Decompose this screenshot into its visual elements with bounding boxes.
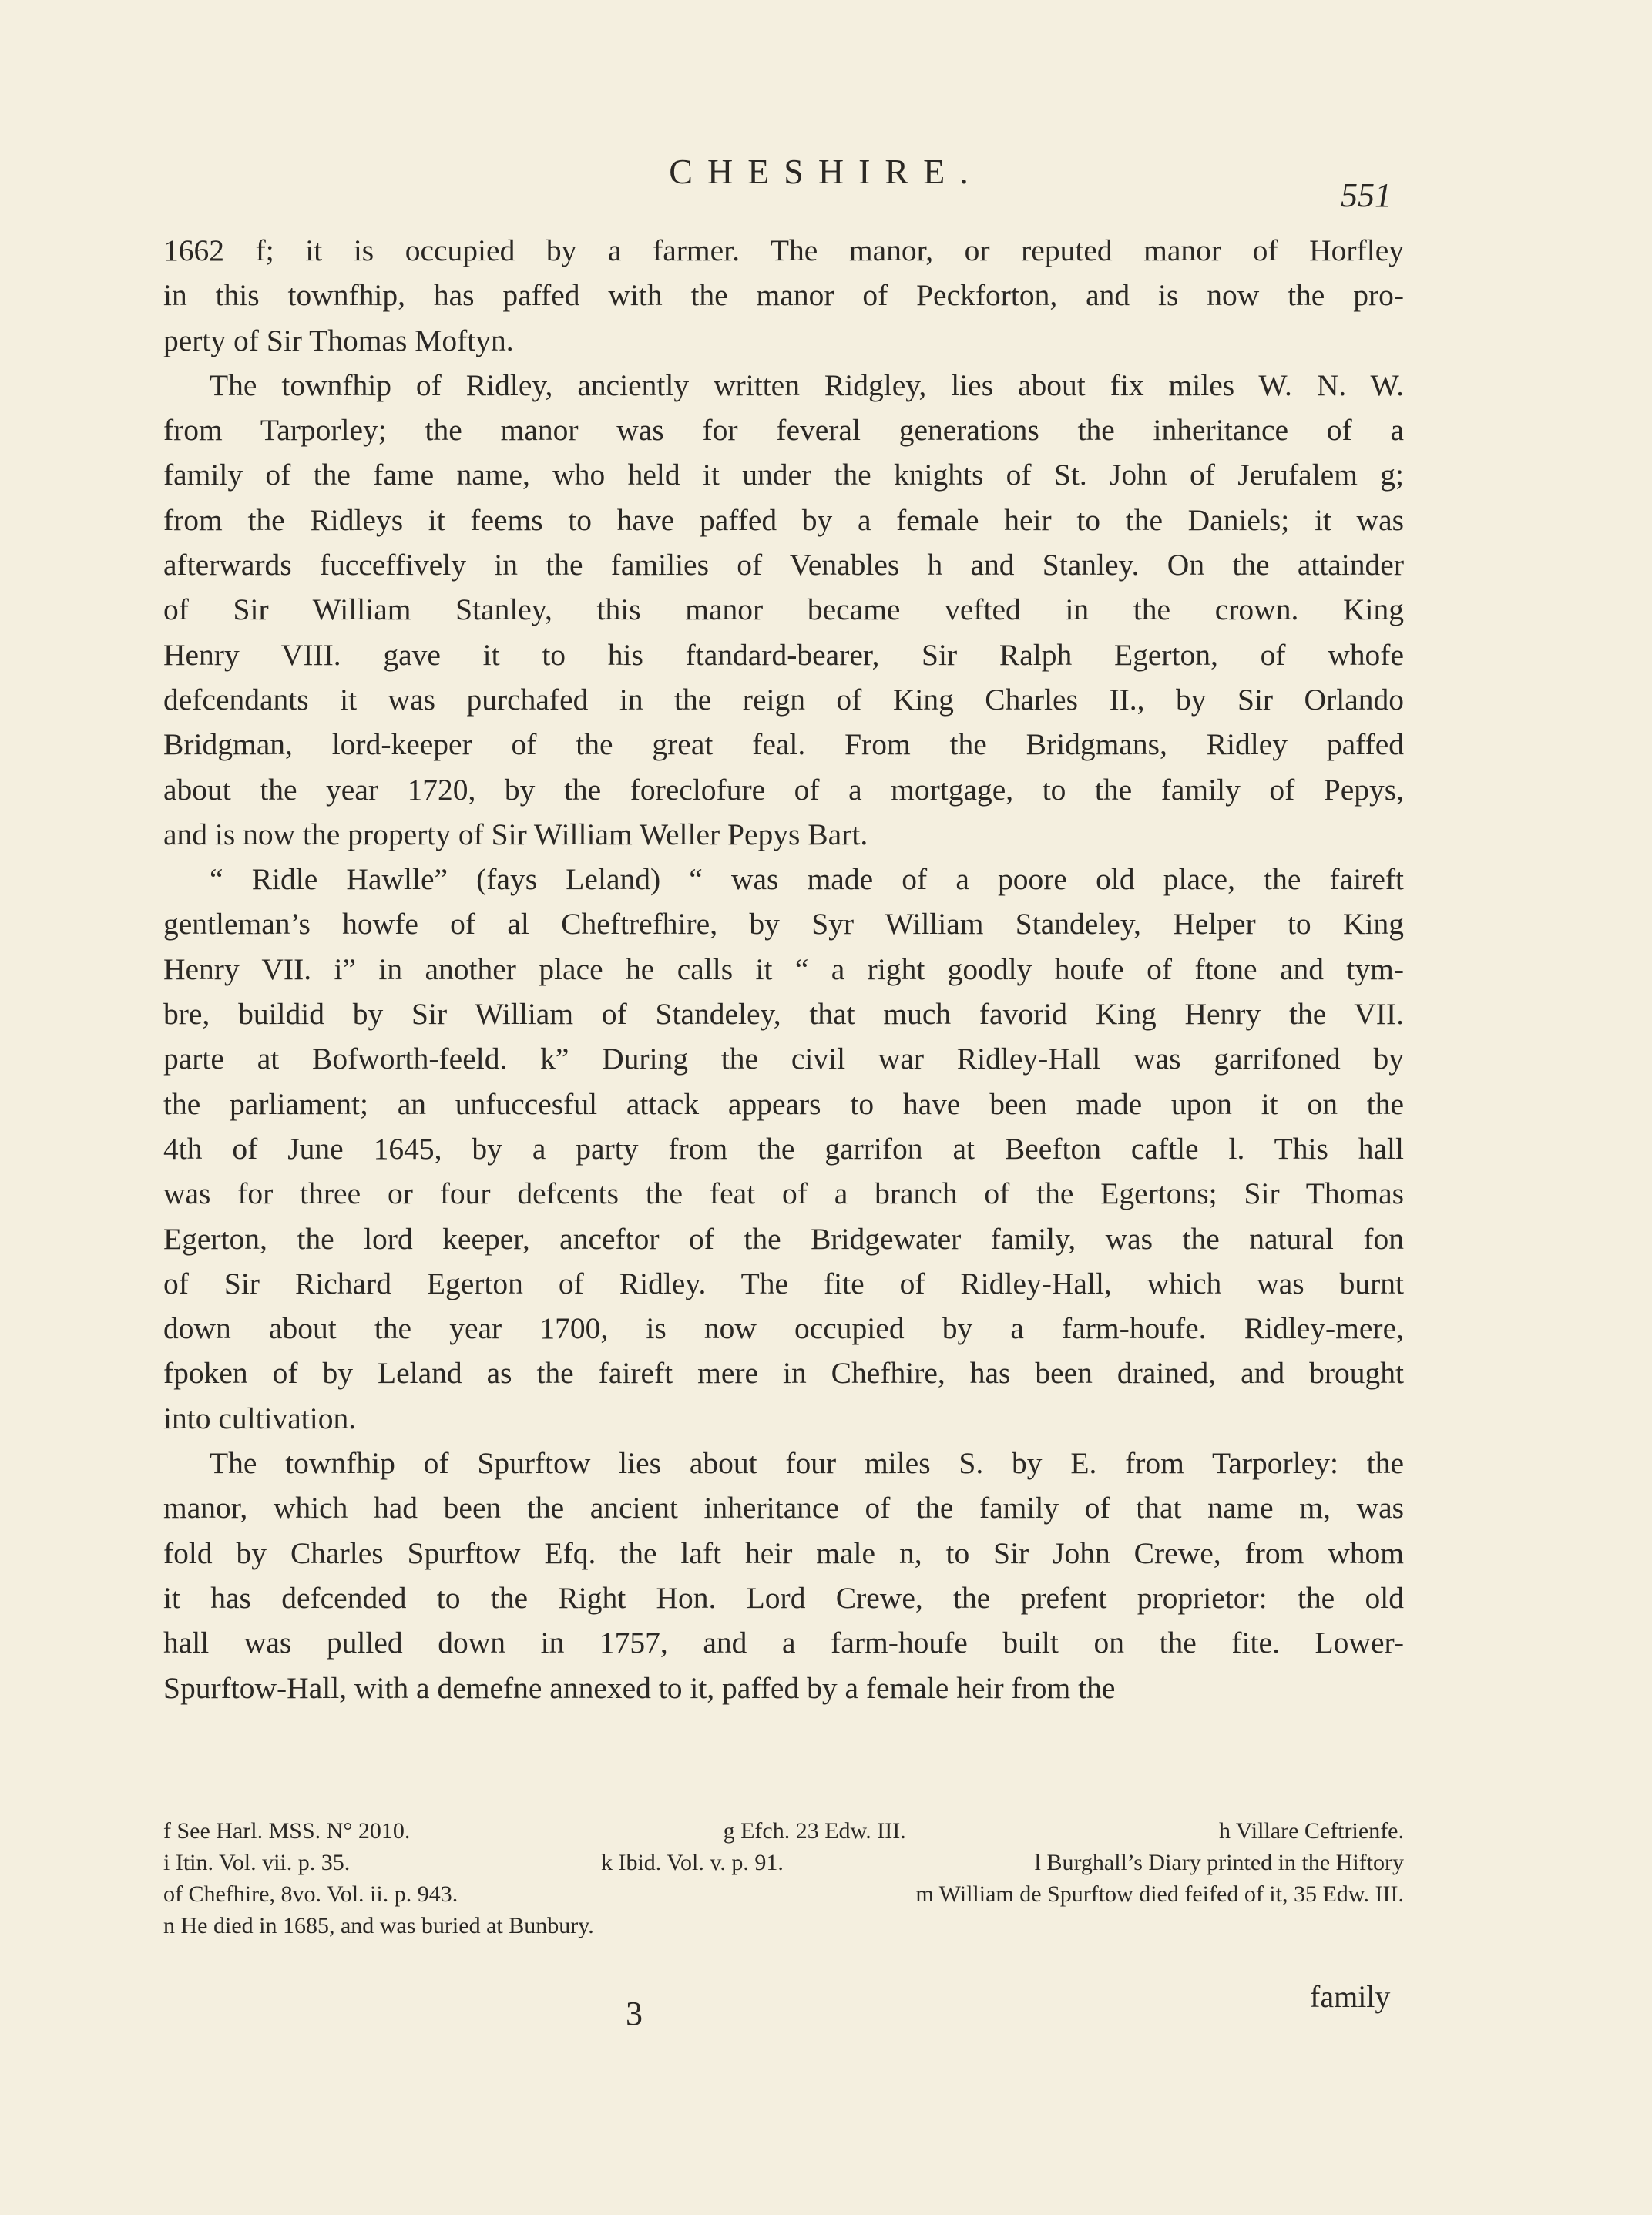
body-line: hall was pulled down in 1757, and a farm-houfe built on the fite. Lower- [163, 1626, 1404, 1660]
footnote: l Burghall’s Diary printed in the Hiftory [1034, 1850, 1404, 1875]
body-line: defcendants it was purchafed in the reign of King Charles II., by Sir Orlando [163, 682, 1404, 717]
running-head: CHESHIRE. [669, 152, 983, 191]
body-line: gentleman’s howfe of al Cheftrefhire, by Syr William Standeley, Helper to King [163, 907, 1404, 941]
body-line: was for three or four defcents the feat of a branch of the Egertons; Sir Thomas [163, 1176, 1404, 1211]
body-line: The townfhip of Spurftow lies about four miles S. by E. from Tarporley: the [210, 1446, 1404, 1481]
body-line: fpoken of by Leland as the faireft mere in Chefhire, has been drained, and brought [163, 1356, 1404, 1391]
footnote: m William de Spurftow died feifed of it, 35 Edw. III. [915, 1881, 1404, 1907]
body-line: and is now the property of Sir William Weller Pepys Bart. [163, 817, 868, 851]
body-line: from Tarporley; the manor was for feveral generations the inheritance of a [163, 413, 1404, 448]
body-line: perty of Sir Thomas Moftyn. [163, 323, 514, 357]
body-text [163, 228, 1404, 1710]
footnote-row [163, 1910, 1404, 1941]
body-line: Spurftow-Hall, with a demefne annexed to it, paffed by a female heir from the [163, 1670, 1116, 1705]
body-line: Henry VIII. gave it to his ftandard-bearer, Sir Ralph Egerton, of whofe [163, 637, 1404, 672]
footnote: k Ibid. Vol. v. p. 91. [600, 1850, 784, 1875]
body-line: fold by Charles Spurftow Efq. the laft heir male n, to Sir John Crewe, from whom [163, 1535, 1404, 1570]
body-line: The townfhip of Ridley, anciently written Ridgley, lies about fix miles W. N. W. [210, 367, 1404, 402]
footnote-row [163, 1815, 1404, 1847]
body-line: about the year 1720, by the foreclofure of a mortgage, to the family of Pepys, [163, 772, 1404, 807]
footnote: f See Harl. MSS. N° 2010. [163, 1818, 411, 1844]
footnote: g Efch. 23 Edw. III. [723, 1818, 906, 1844]
body-line: “ Ridle Hawlle” (fays Leland) “ was made of a poore old place, the faireft [210, 862, 1404, 897]
body-line: the parliament; an unfuccesful attack appears to have been made upon it on the [163, 1086, 1404, 1121]
footnotes [163, 1815, 1404, 1941]
page-number: 551 [1341, 176, 1392, 214]
body-line: 1662 f; it is occupied by a farmer. The manor, or reputed manor of Horfley [163, 233, 1404, 267]
footnote-row [163, 1847, 1404, 1878]
body-line: manor, which had been the ancient inheritance of the family of that name m, was [163, 1491, 1404, 1525]
body-line: parte at Bofworth-feeld. k” During the civil war Ridley-Hall was garrifoned by [163, 1042, 1404, 1076]
body-line: of Sir Richard Egerton of Ridley. The fite of Ridley-Hall, which was burnt [163, 1266, 1404, 1300]
catchword: family [1310, 1979, 1391, 2014]
body-line: Bridgman, lord-keeper of the great feal. From the Bridgmans, Ridley paffed [163, 727, 1404, 762]
body-line: of Sir William Stanley, this manor became vefted in the crown. King [163, 592, 1404, 627]
body-line: into cultivation. [163, 1401, 357, 1435]
body-line: from the Ridleys it feems to have paffed by a female heir to the Daniels; it was [163, 502, 1404, 537]
body-line: down about the year 1700, is now occupied by a farm-houfe. Ridley-mere, [163, 1311, 1404, 1346]
body-line: afterwards fucceffively in the families of Venables h and Stanley. On the attainder [163, 548, 1404, 582]
footnote: i Itin. Vol. vii. p. 35. [163, 1850, 351, 1875]
footnote: n He died in 1685, and was buried at Bunbury. [163, 1913, 594, 1938]
body-line: in this townfhip, has paffed with the manor of Peckforton, and is now the pro- [163, 278, 1404, 313]
signature-mark: 3 [626, 1995, 643, 2032]
body-line: it has defcended to the Right Hon. Lord Crewe, the prefent proprietor: the old [163, 1580, 1404, 1615]
body-line: family of the fame name, who held it under the knights of St. John of Jerufalem g; [163, 458, 1404, 492]
body-line: 4th of June 1645, by a party from the garrifon at Beefton caftle l. This hall [163, 1131, 1404, 1166]
body-line: bre, buildid by Sir William of Standeley, that much favorid King Henry the VII. [163, 997, 1404, 1032]
footnote: h Villare Ceftrienfe. [1218, 1818, 1404, 1844]
footnote: of Chefhire, 8vo. Vol. ii. p. 943. [163, 1881, 458, 1907]
body-line: Egerton, the lord keeper, anceftor of the Bridgewater family, was the natural fon [163, 1221, 1404, 1256]
body-line: Henry VII. i” in another place he calls it “ a right goodly houfe of ftone and tym- [163, 951, 1404, 986]
footnote-row [163, 1878, 1404, 1910]
